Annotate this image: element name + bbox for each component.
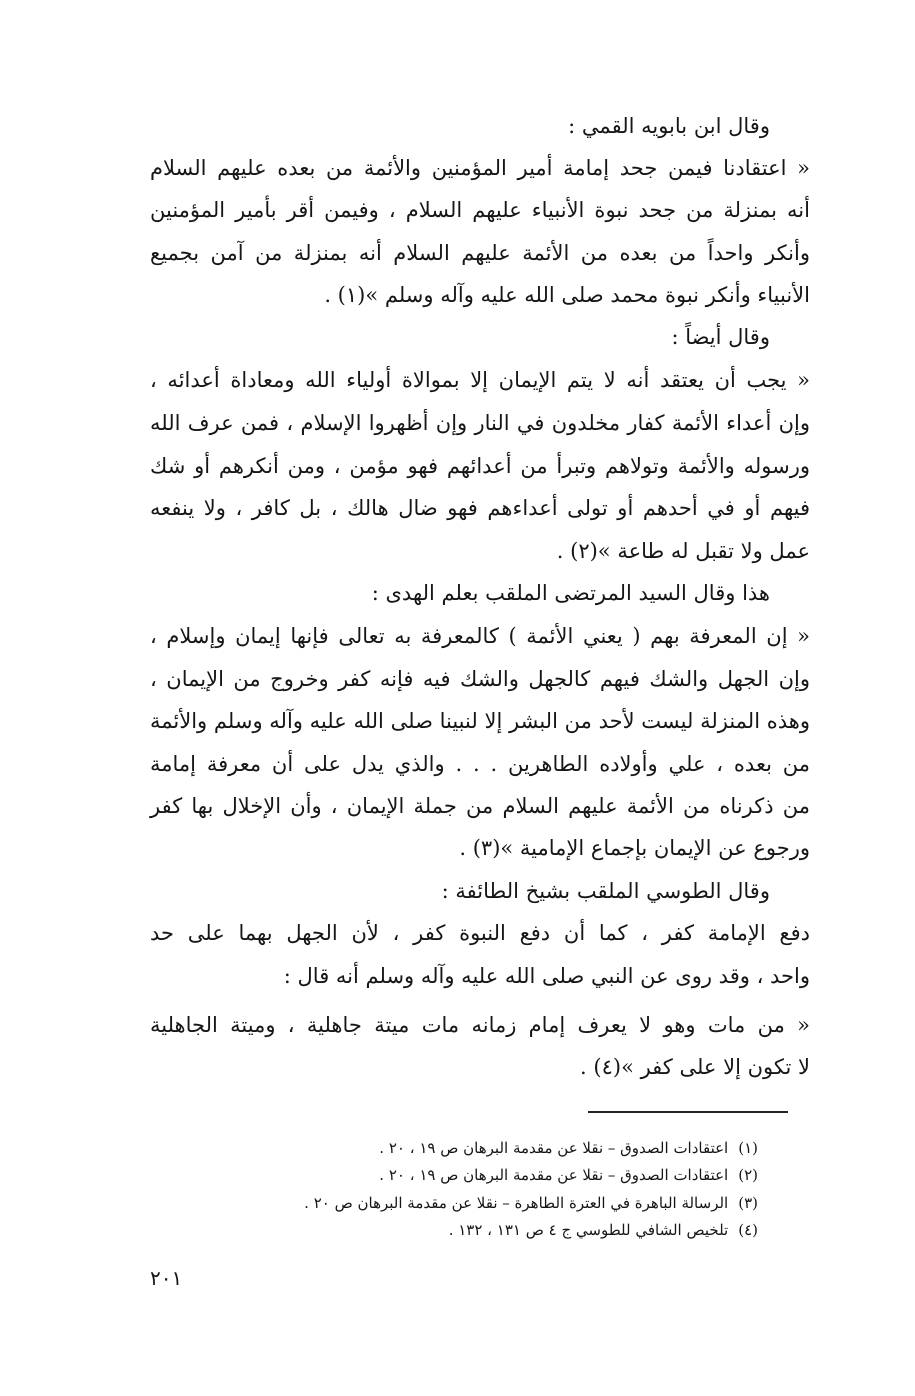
text-line: « اعتقادنا فيمن جحد إمامة أمير المؤمنين والأئمة من بعده عليهم السلام [150, 156, 810, 180]
footnote-number: (٤) [738, 1221, 758, 1239]
text-line: فيهم أو في أحدهم أو تولى أعداءهم فهو ضال هالك ، بل كافر ، ولا ينفعه [150, 496, 810, 520]
text-line: ورجوع عن الإيمان بإجماع الإمامية »(٣) . [459, 836, 810, 860]
text-line-heading-ibn-babawayh: وقال ابن بابويه القمي : [568, 114, 770, 138]
footnote-text: الرسالة الباهرة في العترة الطاهرة – نقلا عن مقدمة البرهان ص ٢٠ . [304, 1194, 729, 1212]
text-line: ورسوله والأئمة وتولاهم وتبرأ من أعدائهم فهو مؤمن ، ومن أنكرهم أو شك [150, 454, 810, 478]
text-line: عمل ولا تقبل له طاعة »(٢) . [556, 539, 810, 563]
text-line-heading-also: وقال أيضاً : [671, 325, 770, 349]
text-line: وإن الجهل والشك فيهم كالجهل والشك فيه فإنه كفر وخروج من الإيمان ، [150, 667, 810, 691]
text-line-heading-murtada: هذا وقال السيد المرتضى الملقب بعلم الهدى : [371, 581, 770, 605]
footnote-text: اعتقادات الصدوق – نقلا عن مقدمة البرهان ص ١٩ ، ٢٠ . [379, 1139, 729, 1157]
footnote-number: (٢) [738, 1166, 758, 1184]
text-line: الأنبياء وأنكر نبوة محمد صلى الله عليه وآله وسلم »(١) . [324, 283, 810, 307]
text-line: وهذه المنزلة ليست لأحد من البشر إلا لنبينا صلى الله عليه وآله وسلم والأئمة [150, 709, 810, 733]
text-line: واحد ، وقد روى عن النبي صلى الله عليه وآله وسلم أنه قال : [283, 964, 810, 988]
page-number: ٢٠١ [150, 1266, 183, 1290]
footnote-2 [220, 1164, 758, 1188]
text-line: دفع الإمامة كفر ، كما أن دفع النبوة كفر ، لأن الجهل بهما على حد [150, 921, 810, 945]
footnote-number: (٣) [738, 1194, 758, 1212]
footnote-1 [220, 1137, 758, 1161]
footnote-text: اعتقادات الصدوق – نقلا عن مقدمة البرهان ص ١٩ ، ٢٠ . [379, 1166, 729, 1184]
text-line: « من مات وهو لا يعرف إمام زمانه مات ميتة جاهلية ، وميتة الجاهلية [150, 1013, 810, 1037]
footnote-3 [220, 1192, 758, 1216]
footnote-4 [220, 1219, 758, 1243]
text-line: وأنكر واحداً من بعده من الأئمة عليهم السلام أنه بمنزلة من آمن بجميع [150, 241, 810, 265]
footnote-separator [588, 1111, 788, 1113]
text-line: من ذكرناه من الأئمة عليهم السلام من جملة الإيمان ، وأن الإخلال بها كفر [150, 794, 810, 818]
text-line: أنه بمنزلة من جحد نبوة الأنبياء عليهم السلام ، وفيمن أقر بأمير المؤمنين [150, 198, 810, 222]
footnote-number: (١) [738, 1139, 758, 1157]
text-line: وإن أعداء الأئمة كفار مخلدون في النار وإن أظهروا الإسلام ، فمن عرف الله [150, 411, 810, 435]
text-line: لا تكون إلا على كفر »(٤) . [580, 1055, 810, 1079]
text-line: من بعده ، علي وأولاده الطاهرين . . . والذي يدل على أن معرفة إمامة [150, 752, 810, 776]
text-line: « يجب أن يعتقد أنه لا يتم الإيمان إلا بموالاة أولياء الله ومعاداة أعدائه ، [150, 368, 810, 392]
text-line-heading-tusi: وقال الطوسي الملقب بشيخ الطائفة : [441, 879, 770, 903]
text-line: « إن المعرفة بهم ( يعني الأئمة ) كالمعرفة به تعالى فإنها إيمان وإسلام ، [150, 624, 810, 648]
footnote-text: تلخيص الشافي للطوسي ج ٤ ص ١٣١ ، ١٣٢ . [448, 1221, 729, 1239]
